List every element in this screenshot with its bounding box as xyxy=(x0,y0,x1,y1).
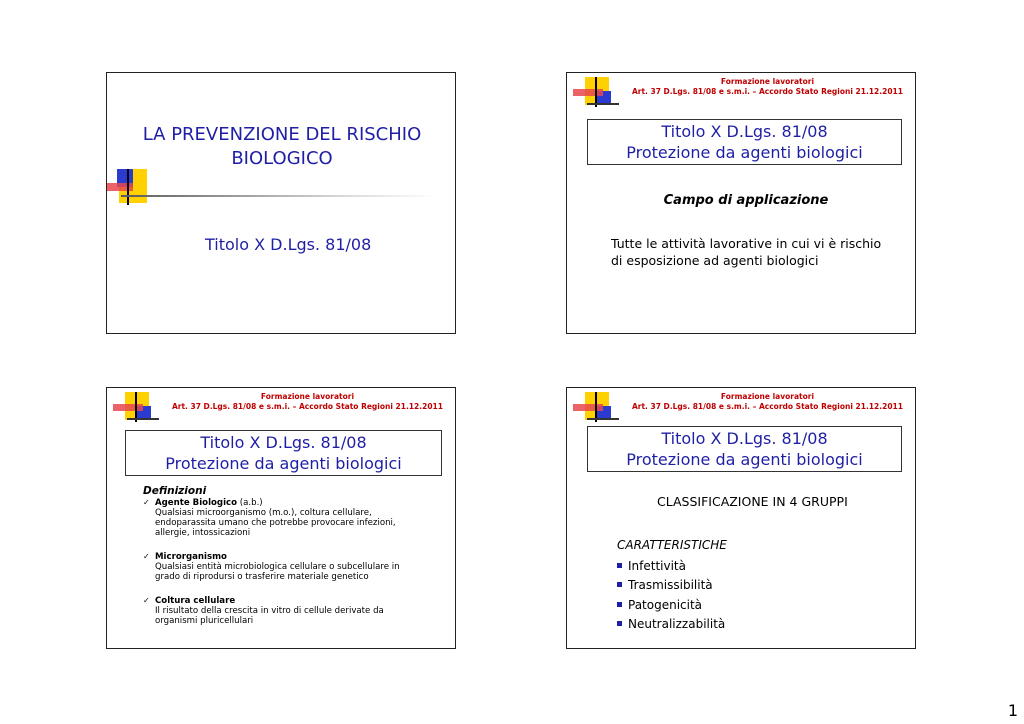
slide-2-title-box xyxy=(587,119,902,165)
definition-text: allergie, intossicazioni xyxy=(155,528,251,538)
body-line2: di esposizione ad agenti biologici xyxy=(611,253,819,268)
title-line1: Titolo X D.Lgs. 81/08 xyxy=(661,429,828,448)
definition-item xyxy=(143,552,433,582)
header-line1: Formazione lavoratori xyxy=(260,392,355,401)
definition-abbr: (a.b.) xyxy=(237,498,263,508)
checkmark-icon: ✓ xyxy=(143,596,150,605)
square-bullet-icon xyxy=(617,563,622,568)
list-item-label: Infettività xyxy=(628,558,686,573)
definition-term: Coltura cellulare xyxy=(155,596,236,606)
slide-3 xyxy=(106,387,456,649)
list-item xyxy=(617,615,727,635)
definition-term: Microrganismo xyxy=(155,552,227,562)
header-line1: Formazione lavoratori xyxy=(720,77,815,86)
definition-text: endoparassita umano che potrebbe provocare infezioni, xyxy=(155,518,396,528)
definition-text: grado di riprodursi o trasferire materiale genetico xyxy=(155,572,369,582)
slide-1-title xyxy=(107,123,457,171)
definition-term: Agente Biologico xyxy=(155,498,238,508)
slide-3-title-box xyxy=(125,430,442,476)
slide-2-heading: Campo di applicazione xyxy=(663,193,829,208)
list-item-label: Neutralizzabilità xyxy=(628,617,726,631)
slide-1-title-line2: BIOLOGICO xyxy=(231,148,333,169)
decorative-squares xyxy=(567,77,627,111)
definition-text: Qualsiasi entità microbiologica cellulare o subcellulare in xyxy=(155,562,400,572)
characteristics-caption: CARATTERISTICHE xyxy=(617,538,727,552)
header-line2: Art. 37 D.Lgs. 81/08 e s.m.i. – Accordo Stato Regioni 21.12.2011 xyxy=(631,402,903,411)
square-bullet-icon xyxy=(617,602,622,607)
header-line2: Art. 37 D.Lgs. 81/08 e s.m.i. – Accordo Stato Regioni 21.12.2011 xyxy=(631,87,903,96)
square-bullet-icon xyxy=(617,621,622,626)
slide-2-header xyxy=(632,77,903,97)
definition-text: Qualsiasi microorganismo (m.o.), coltura cellulare, xyxy=(155,508,372,518)
header-line2: Art. 37 D.Lgs. 81/08 e s.m.i. – Accordo Stato Regioni 21.12.2011 xyxy=(171,402,443,411)
definitions-heading: Definizioni xyxy=(143,485,207,497)
title-line2: Protezione da agenti biologici xyxy=(626,143,863,162)
checkmark-icon: ✓ xyxy=(143,498,150,507)
slide-1-title-line1: LA PREVENZIONE DEL RISCHIO xyxy=(142,124,422,145)
decorative-squares xyxy=(567,392,627,426)
definition-item xyxy=(143,596,433,626)
body-line1: Tutte le attività lavorative in cui vi è rischio xyxy=(611,236,882,251)
definition-item xyxy=(143,498,433,538)
slide-1-subtitle: Titolo X D.Lgs. 81/08 xyxy=(205,235,372,254)
slide-4-heading: CLASSIFICAZIONE IN 4 GRUPPI xyxy=(657,494,848,509)
header-line1: Formazione lavoratori xyxy=(720,392,815,401)
decorative-squares xyxy=(107,169,437,209)
list-item xyxy=(617,557,727,577)
list-item xyxy=(617,576,727,596)
decorative-squares xyxy=(107,392,167,426)
list-item-label: Trasmissibilità xyxy=(628,578,713,592)
slide-3-header xyxy=(172,392,443,412)
title-line1: Titolo X D.Lgs. 81/08 xyxy=(200,433,367,452)
slide-4 xyxy=(566,387,916,649)
slide-4-title-box xyxy=(587,426,902,472)
slide-2 xyxy=(566,72,916,334)
slide-1 xyxy=(106,72,456,334)
characteristics-list xyxy=(617,536,727,635)
square-bullet-icon xyxy=(617,582,622,587)
title-line2: Protezione da agenti biologici xyxy=(165,454,402,473)
definition-text: organismi pluricellulari xyxy=(155,616,254,626)
definition-text: Il risultato della crescita in vitro di cellule derivate da xyxy=(155,606,384,616)
definitions-list xyxy=(143,486,433,635)
checkmark-icon: ✓ xyxy=(143,552,150,561)
title-line2: Protezione da agenti biologici xyxy=(626,450,863,469)
slide-2-body xyxy=(611,235,881,269)
list-item-label: Patogenicità xyxy=(628,597,703,612)
list-item xyxy=(617,596,727,616)
title-line1: Titolo X D.Lgs. 81/08 xyxy=(661,122,828,141)
page-number: 1 xyxy=(1007,701,1018,720)
slide-4-header xyxy=(632,392,903,412)
